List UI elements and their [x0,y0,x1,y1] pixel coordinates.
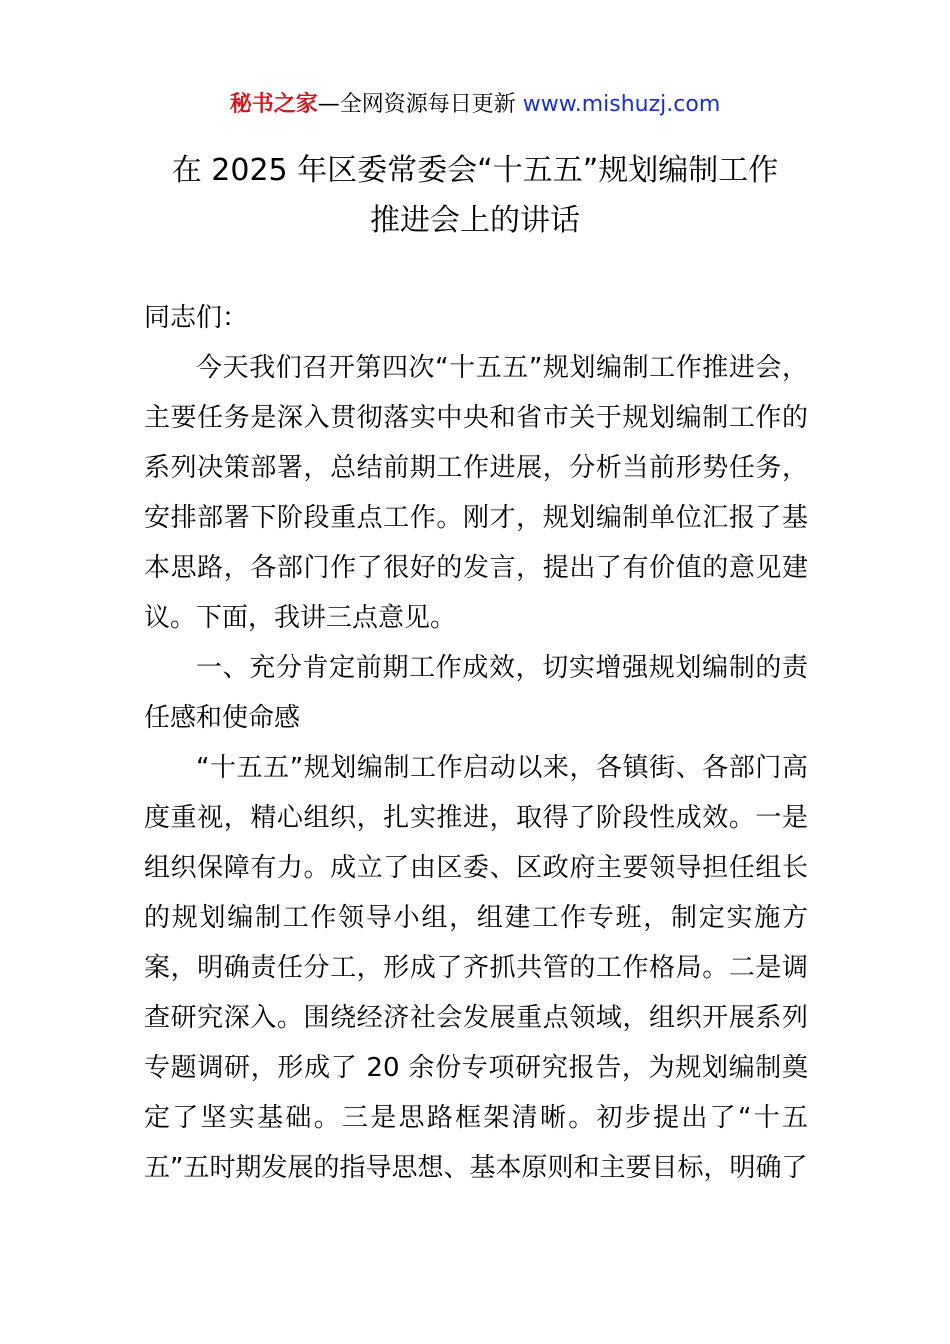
paragraph-achievements: “十五五”规划编制工作启动以来，各镇街、各部门高度重视，精心组织，扎实推进，取得了阶段性成效。一是组织保障有力。成立了由区委、区政府主要领导担任组长的规划编制工作领导小组，组建工作专班，制定实施方案，明确责任分工，形成了齐抓共管的工作格局。二是调查研究深入。围绕经济社会发展重点领域，组织开展系列专题调研，形成了 20 余份专项研究报告，为规划编制奠定了坚实基础。三是思路框架清晰。初步提出了“十五五”五时期发展的指导思想、基本原则和主要目标，明确了 [144,753,808,1183]
site-url-link[interactable]: www.mishuzj.com [522,92,721,117]
site-tagline: —全网资源每日更新 [317,92,523,117]
site-header [0,88,950,122]
section-heading-1: 一、充分肯定前期工作成效，切实增强规划编制的责任感和使命感 [144,653,808,733]
salutation: 同志们： [144,303,249,333]
document-title [0,146,950,246]
title-line-1: 在 2025 年区委常委会“十五五”规划编制工作 [171,153,779,188]
document-body [144,293,808,1193]
title-line-2: 推进会上的讲话 [370,203,580,238]
paragraph-intro: 今天我们召开第四次“十五五”规划编制工作推进会，主要任务是深入贯彻落实中央和省市关于规划编制工作的系列决策部署，总结前期工作进展，分析当前形势任务，安排部署下阶段重点工作。刚才，规划编制单位汇报了基本思路，各部门作了很好的发言，提出了有价值的意见建议。下面，我讲三点意见。 [144,353,808,633]
site-name: 秘书之家 [229,92,318,117]
